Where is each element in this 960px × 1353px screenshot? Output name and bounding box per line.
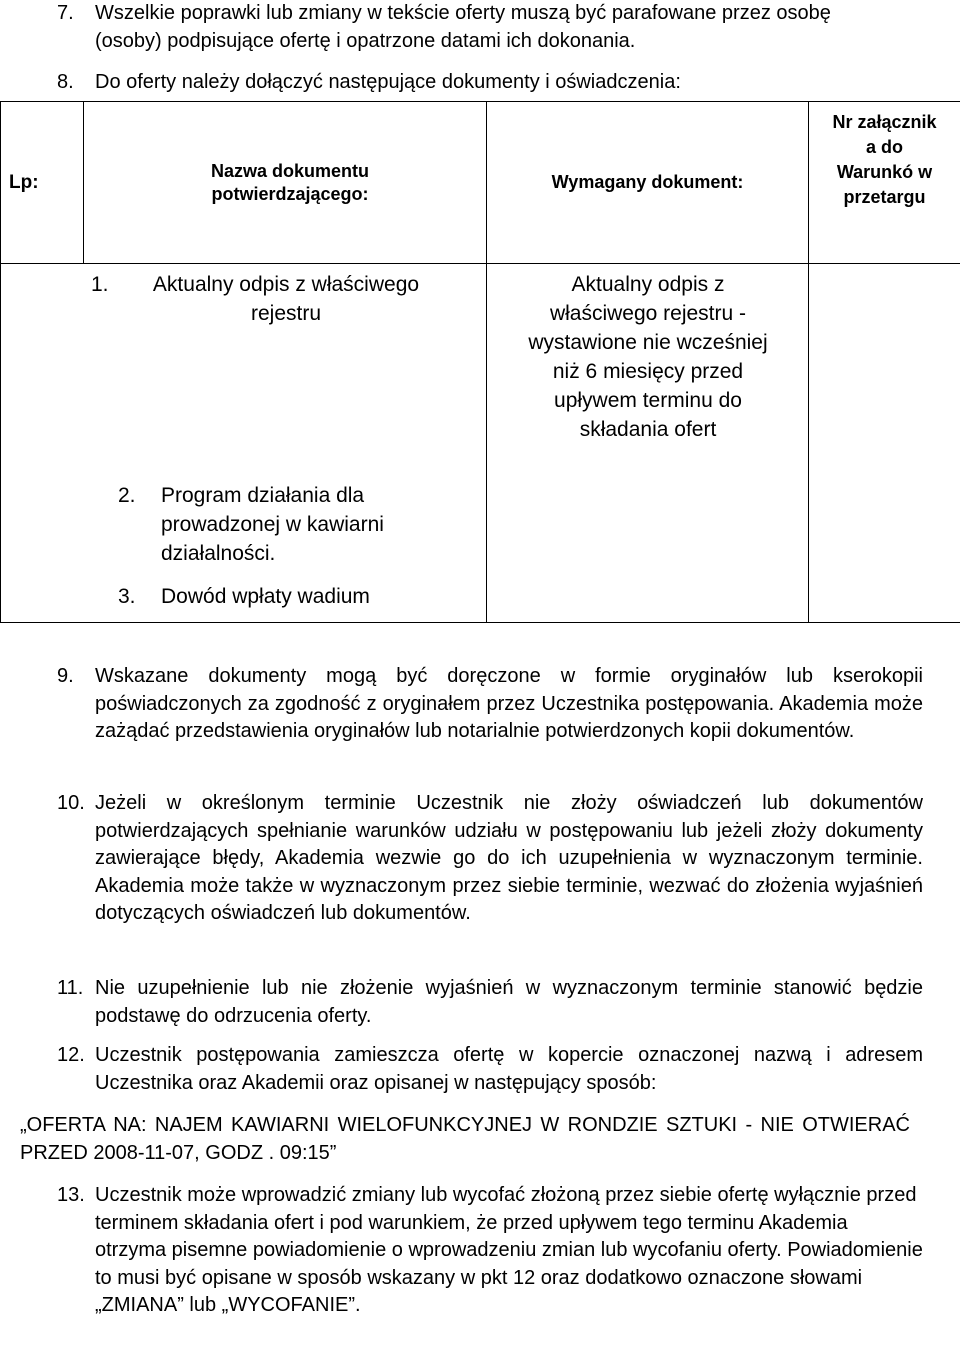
header-lp: Lp: [9, 172, 39, 193]
list-item-text: Do oferty należy dołączyć następujące dokumenty i oświadczenia: [95, 71, 681, 93]
row-3-number: 3. [118, 585, 136, 608]
header-attachment: Nr załącznik a do Warunkó w przetargu [832, 112, 937, 207]
row-2-number: 2. [118, 484, 136, 507]
list-item-text: Nie uzupełnienie lub nie złożenie wyjaśnień w wyznaczonym terminie stanowić będzie podstawę do odrzucenia oferty. [95, 977, 923, 1027]
list-item-number: 10. [57, 792, 85, 814]
list-item-number: 9. [57, 665, 74, 687]
list-item-number: 11. [57, 977, 84, 999]
row-3-name: Dowód wpłaty wadium [161, 585, 370, 608]
header-name-cell [84, 102, 487, 264]
documents-table [0, 101, 960, 623]
table-header-row [1, 102, 960, 264]
header-required-cell [487, 102, 809, 264]
header-required: Wymagany dokument: [551, 172, 744, 192]
list-item-number: 7. [57, 2, 74, 24]
row-1-required: Aktualny odpis z właściwego rejestru - wystawione nie wcześniej niż 6 miesięcy przed upływem terminu do składania ofert [528, 273, 768, 441]
list-item-text: Uczestnik może wprowadzić zmiany lub wycofać złożoną przez siebie ofertę wyłącznie przed terminem składania ofert i pod warunkiem, że przed upływem tego terminu Akademia otrzyma pisemne powiadomienie o wprowadzeniu zmian lub wycofaniu oferty. Powiadomienie to musi być opisane w sposób wskazany w pkt 12 oraz dodatkowo oznaczone słowami „ZMIANA” lub „WYCOFANIE”. [95, 1184, 923, 1316]
list-item-text: Uczestnik postępowania zamieszcza ofertę w kopercie oznaczonej nazwą i adresem Uczestnika oraz Akademii oraz opisanej w następujący sposób: [95, 1044, 923, 1094]
header-attachment-cell [809, 102, 960, 264]
list-item-number: 12. [57, 1044, 85, 1066]
required-document-cell [487, 264, 809, 623]
header-lp-cell [1, 102, 84, 264]
list-item-text: Wskazane dokumenty mogą być doręczone w formie oryginałów lub kserokopii poświadczonych za zgodność z oryginałem przez Uczestnika postępowania. Akademia może zażądać przedstawienia oryginałów lub notarialnie potwierdzonych kopii dokumentów. [95, 665, 923, 742]
row-1-name: Aktualny odpis z właściwego rejestru [152, 273, 420, 325]
list-item-text: Jeżeli w określonym terminie Uczestnik nie złoży oświadczeń lub dokumentów potwierdzających spełnianie warunków udziału w postępowaniu lub jeżeli złoży dokumenty zawierające błędy, Akademia wezwie go do ich uzupełnienia w wyznaczonym terminie. Akademia może także w wyznaczonym przez siebie terminie, wezwać do złożenia wyjaśnień dotyczących oświadczeń lub dokumentów. [95, 792, 923, 924]
list-item-text: Wszelkie poprawki lub zmiany w tekście oferty muszą być parafowane przez osobę (osoby) podpisujące ofertę i opatrzone datami ich dokonania. [95, 2, 831, 52]
list-item-number: 8. [57, 71, 74, 93]
list-item-number: 13. [57, 1184, 85, 1206]
attachment-number-cell [809, 264, 960, 623]
document-names-cell [1, 264, 487, 623]
header-name: Nazwa dokumentu potwierdzającego: [210, 160, 370, 204]
row-2-name: Program działania dla prowadzonej w kawiarni działalności. [161, 484, 384, 565]
table-body-row [1, 264, 960, 623]
envelope-label-text: „OFERTA NA: NAJEM KAWIARNI WIELOFUNKCYJNEJ W RONDZIE SZTUKI - NIE OTWIERAĆ PRZED 2008-11-07, GODZ . 09:15” [20, 1114, 910, 1164]
row-1-number: 1. [91, 273, 109, 296]
